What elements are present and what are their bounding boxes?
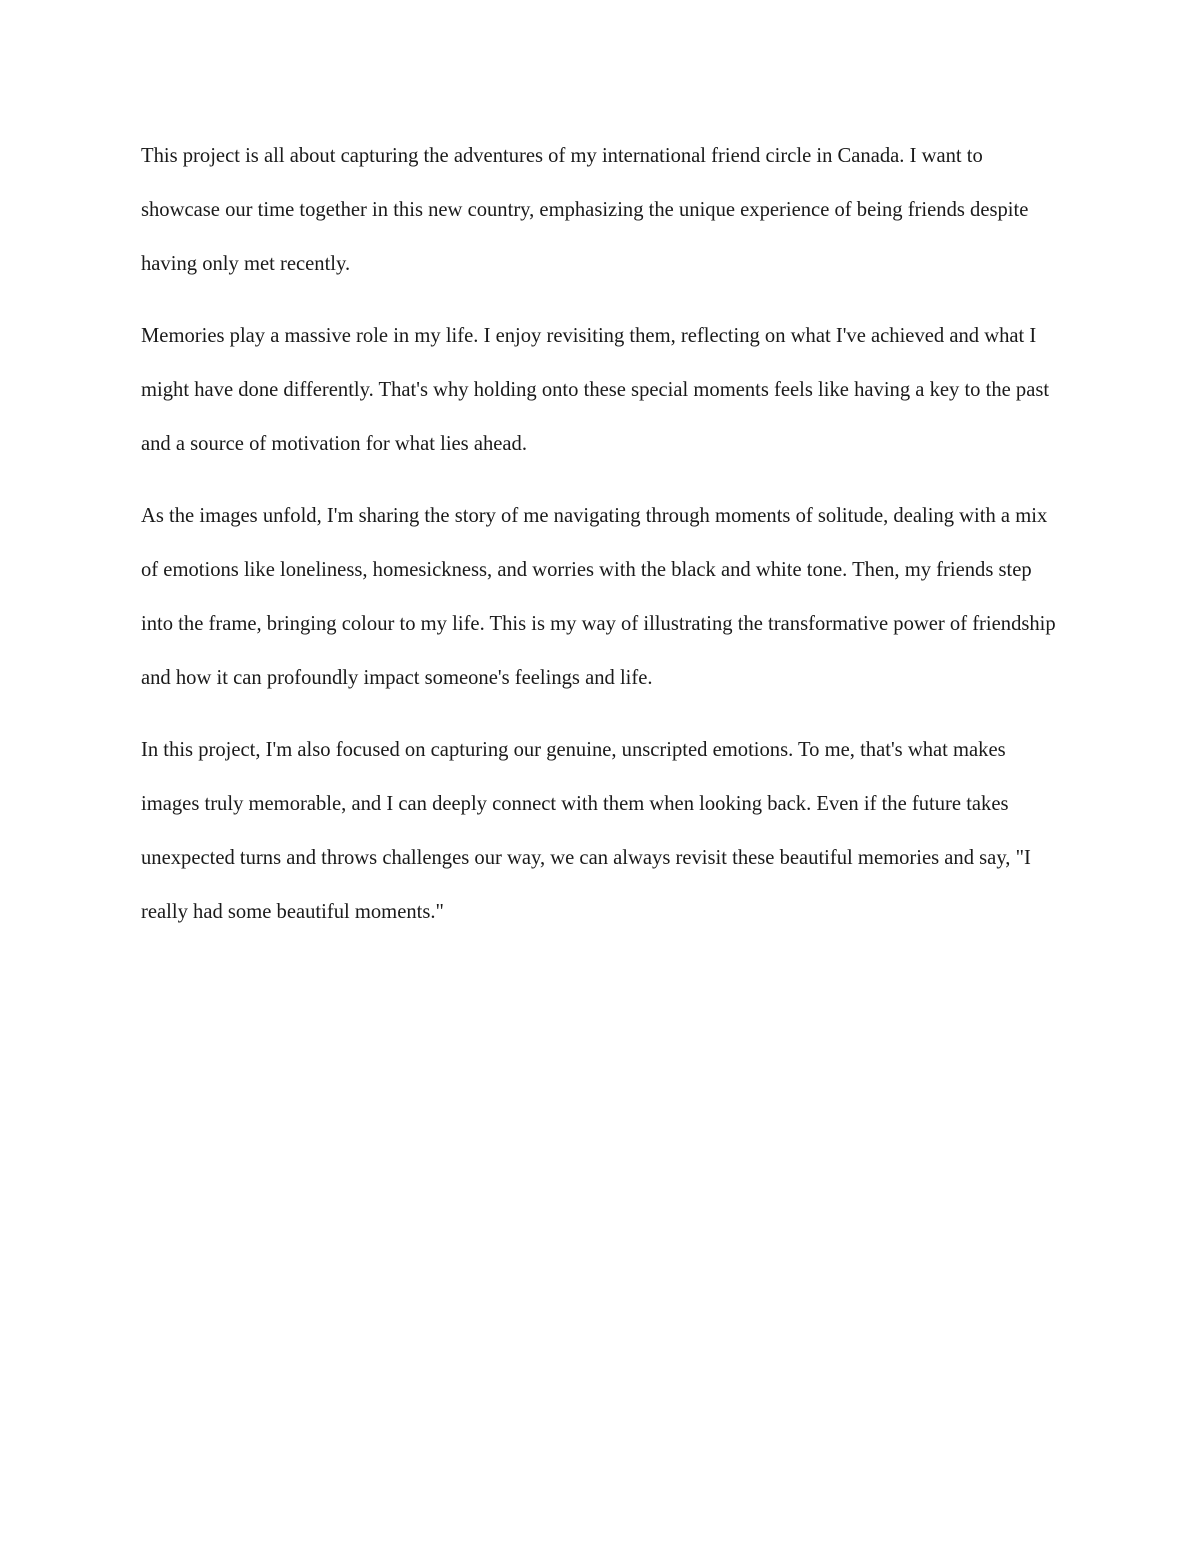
paragraph-story: As the images unfold, I'm sharing the story of me navigating through moments of solitude, dealing with a mix of emotions like loneliness, homesickness, and worries with the black and white tone. Then, my friends step into the frame, bringing colour to my life. This is my way of illustrating the transformative power of friendship and how it can profoundly impact someone's feelings and life. (141, 505, 1056, 689)
paragraph-memories: Memories play a massive role in my life. I enjoy revisiting them, reflecting on what I've achieved and what I might have done differently. That's why holding onto these special moments feels like having a key to the past and a source of motivation for what lies ahead. (141, 325, 1050, 455)
document-body (141, 129, 1066, 957)
paragraph-intro: This project is all about capturing the adventures of my international friend circle in Canada. I want to showcase our time together in this new country, emphasizing the unique experience of being friends despite having only met recently. (141, 145, 1029, 275)
paragraph-emotions: In this project, I'm also focused on capturing our genuine, unscripted emotions. To me, that's what makes images truly memorable, and I can deeply connect with them when looking back. Even if the future takes unexpected turns and throws challenges our way, we can always revisit these beautiful memories and say, "I really had some beautiful moments." (141, 739, 1031, 923)
